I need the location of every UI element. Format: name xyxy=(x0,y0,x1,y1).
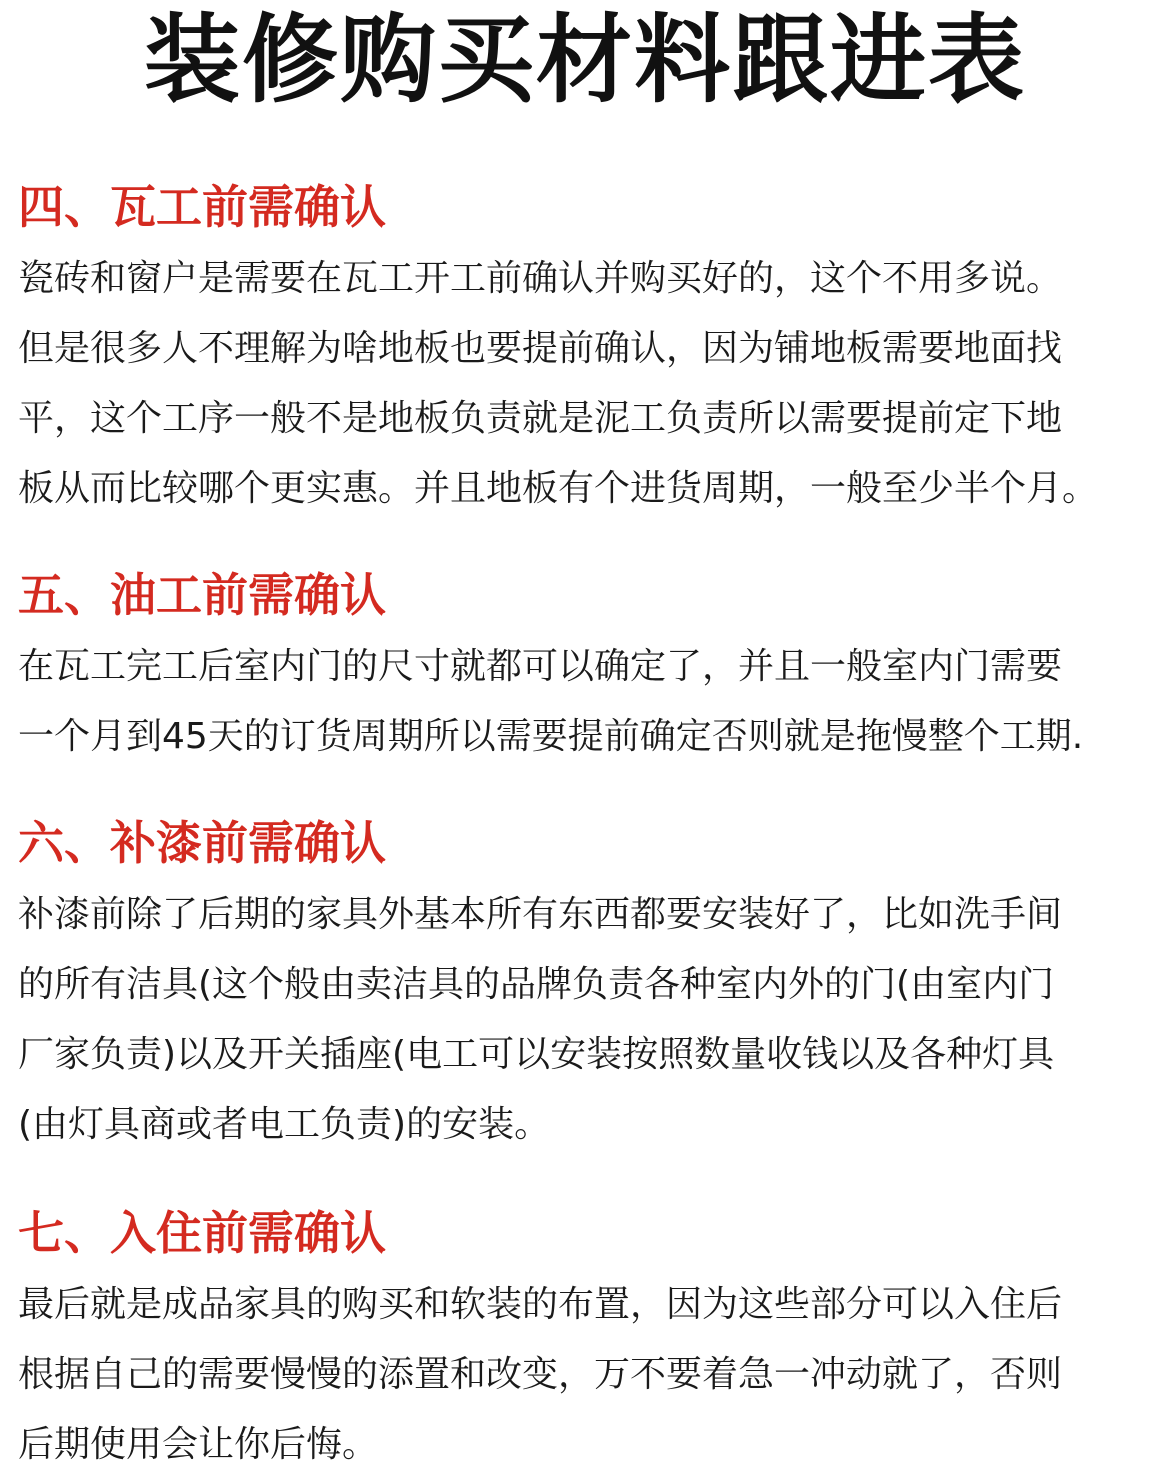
body-line: 补漆前除了后期的家具外基本所有东西都要安装好了，比如洗手间 xyxy=(18,894,1063,935)
section-body xyxy=(18,244,1168,524)
body-line: 最后就是成品家具的购买和软装的布置，因为这些部分可以入住后 xyxy=(18,1284,1063,1325)
body-line: 后期使用会让你后悔。 xyxy=(18,1424,379,1465)
section-body xyxy=(18,632,1168,772)
body-line: 平，这个工序一般不是地板负责就是泥工负责所以需要提前定下地 xyxy=(18,398,1063,439)
section-heading: 六、补漆前需确认 xyxy=(18,816,386,870)
page-title: 装修购买材料跟进表 xyxy=(144,4,1026,116)
section-heading: 七、入住前需确认 xyxy=(18,1206,386,1260)
section-paint-work xyxy=(18,564,1168,772)
body-line: 厂家负责)以及开关插座(电工可以安装按照数量收钱以及各种灯具 xyxy=(18,1034,1055,1075)
section-heading: 五、油工前需确认 xyxy=(18,568,386,622)
section-touch-up xyxy=(18,812,1168,1160)
body-line: 瓷砖和窗户是需要在瓦工开工前确认并购买好的，这个不用多说。 xyxy=(18,258,1063,299)
body-line: 但是很多人不理解为啥地板也要提前确认，因为铺地板需要地面找 xyxy=(18,328,1063,369)
body-line: 板从而比较哪个更实惠。并且地板有个进货周期，一般至少半个月。 xyxy=(18,468,1099,509)
body-line: (由灯具商或者电工负责)的安装。 xyxy=(18,1104,551,1145)
body-line: 根据自己的需要慢慢的添置和改变，万不要着急一冲动就了，否则 xyxy=(18,1354,1063,1395)
section-tile-work xyxy=(18,176,1168,524)
section-body xyxy=(18,880,1168,1160)
section-body xyxy=(18,1270,1168,1480)
body-line: 的所有洁具(这个般由卖洁具的品牌负责各种室内外的门(由室内门 xyxy=(18,964,1055,1005)
body-line: 一个月到45天的订货周期所以需要提前确定否则就是拖慢整个工期. xyxy=(18,716,1084,757)
section-heading: 四、瓦工前需确认 xyxy=(18,180,386,234)
section-move-in xyxy=(18,1202,1168,1480)
body-line: 在瓦工完工后室内门的尺寸就都可以确定了，并且一般室内门需要 xyxy=(18,646,1063,687)
